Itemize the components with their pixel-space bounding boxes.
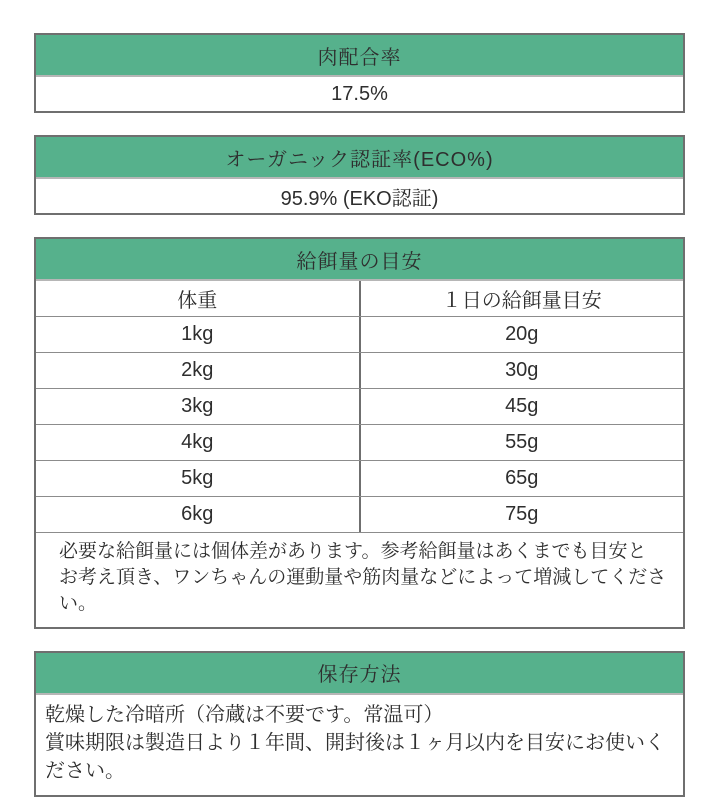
section-organic-ratio: [34, 135, 685, 215]
table-row: [36, 497, 683, 533]
amount-cell: 65g: [359, 461, 684, 496]
feeding-guide-note-line1: 必要な給餌量には個体差があります。参考給餌量はあくまでも目安と: [59, 541, 647, 562]
table-row: [36, 425, 683, 461]
section-storage: [34, 651, 685, 797]
storage-line2: 賞味期限は製造日より１年間、開封後は１ヶ月以内を目安にお使いください。: [45, 731, 665, 782]
column-header-weight: 体重: [177, 290, 218, 312]
amount-cell: 55g: [359, 425, 684, 460]
section-meat-ratio: [34, 33, 685, 113]
storage-description: [36, 695, 683, 795]
table-row: [36, 389, 683, 425]
table-row: [36, 461, 683, 497]
amount-cell: 45g: [359, 389, 684, 424]
feeding-guide-note: [36, 533, 683, 627]
table-row: [36, 353, 683, 389]
table-row: [36, 317, 683, 353]
meat-ratio-title: 肉配合率: [317, 46, 402, 69]
weight-cell: 6kg: [181, 503, 214, 525]
feeding-guide-title: 給餌量の目安: [296, 250, 423, 273]
amount-cell: 75g: [359, 497, 684, 532]
weight-cell: 4kg: [181, 431, 214, 453]
weight-cell: 5kg: [181, 467, 214, 489]
feeding-guide-header: [36, 239, 683, 281]
organic-ratio-header: [36, 137, 683, 179]
amount-cell: 30g: [359, 353, 684, 388]
weight-cell: 2kg: [181, 359, 214, 381]
organic-ratio-value: 95.9% (EKO認証): [280, 187, 439, 210]
storage-line1: 乾燥した冷暗所（冷蔵は不要です。常温可）: [45, 703, 444, 726]
weight-cell: 1kg: [181, 323, 214, 345]
storage-header: [36, 653, 683, 695]
feeding-table-header-row: [36, 281, 683, 317]
storage-title: 保存方法: [317, 664, 402, 687]
section-feeding-guide: [34, 237, 685, 629]
meat-ratio-header: [36, 35, 683, 77]
organic-ratio-title: オーガニック認証率(ECO%): [225, 148, 494, 171]
feeding-guide-note-line2: お考え頂き、ワンちゃんの運動量や筋肉量などによって増減してください。: [59, 567, 667, 615]
amount-cell: 20g: [359, 317, 684, 352]
weight-cell: 3kg: [181, 395, 214, 417]
column-header-daily-amount: １日の給餌量目安: [359, 281, 684, 316]
meat-ratio-value: 17.5%: [331, 82, 388, 105]
